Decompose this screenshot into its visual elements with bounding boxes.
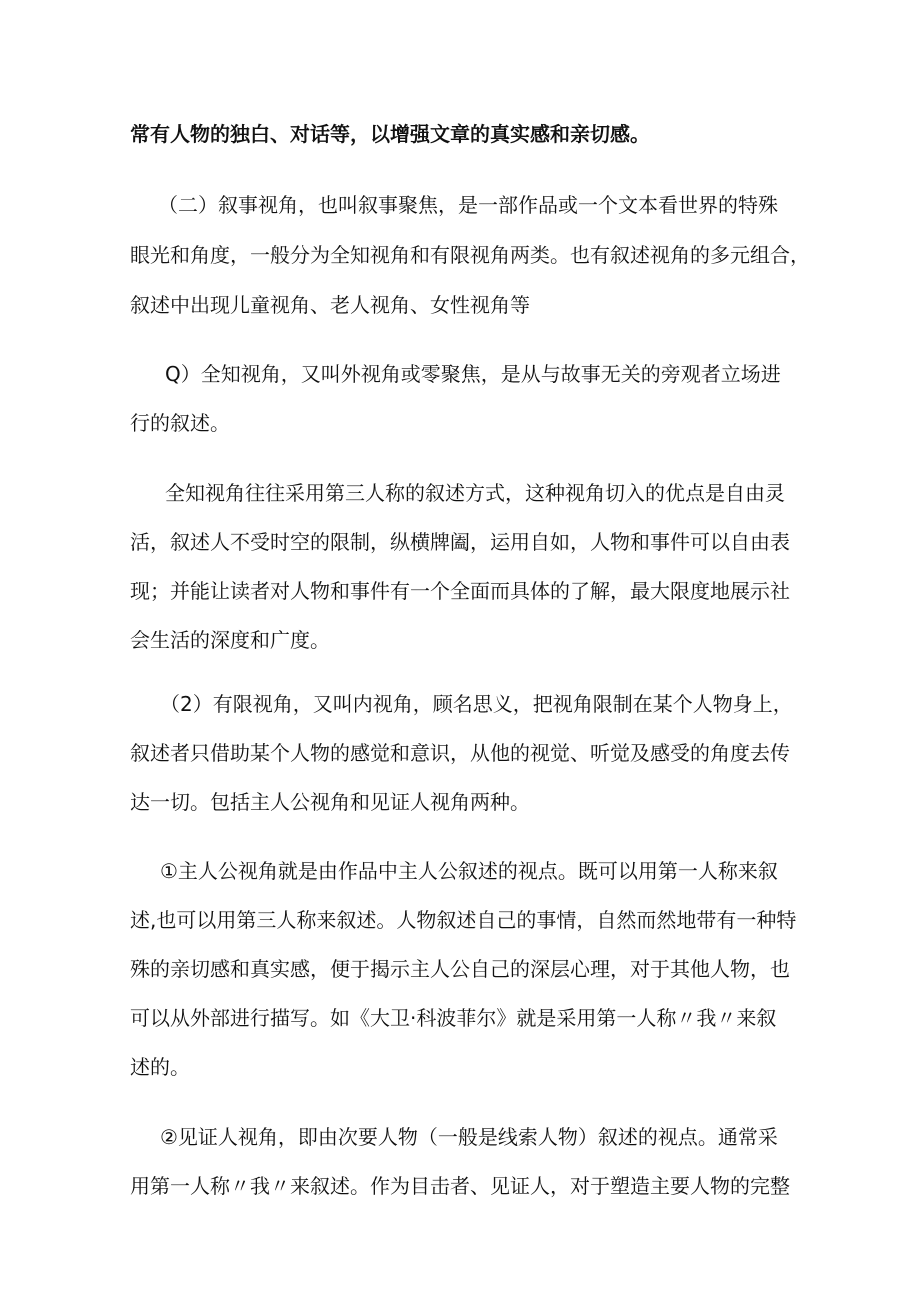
paragraph-line: 述,也可以用第三人称来叙述。人物叙述自己的事情，自然而然地带有一种特: [130, 908, 797, 932]
paragraph-line: 现；并能让读者对人物和事件有一个全面而具体的了解，最大限度地展示社: [130, 579, 790, 603]
paragraph-line: 会生活的深度和广度。: [130, 628, 330, 652]
paragraph-line: 殊的亲切感和真实感，便于揭示主人公自己的深层心理，对于其他人物，也: [130, 957, 790, 981]
paragraph-line: ②见证人视角，即由次要人物（一般是线索人物）叙述的视点。通常采: [160, 1125, 778, 1149]
paragraph-line: 用第一人称〃我〃来叙述。作为目击者、见证人，对于塑造主要人物的完整: [130, 1174, 790, 1198]
paragraph-line: 全知视角往往采用第三人称的叙述方式，这种视角切入的优点是自由灵: [165, 481, 785, 505]
paragraph-line: 叙述者只借助某个人物的感觉和意识，从他的视觉、听觉及感受的角度去传: [130, 741, 790, 765]
paragraph-line: 达一切。包括主人公视角和见证人视角两种。: [130, 790, 530, 814]
paragraph-line: 眼光和角度，一般分为全知视角和有限视角两类。也有叙述视角的多元组合，: [130, 243, 810, 267]
paragraph-line: ①主人公视角就是由作品中主人公叙述的视点。既可以用第一人称来叙: [160, 859, 778, 883]
paragraph-line: 叙述中出现儿童视角、老人视角、女性视角等: [130, 293, 530, 317]
paragraph-line: 述的。: [130, 1055, 190, 1079]
paragraph-line: Q）全知视角，又叫外视角或零聚焦，是从与故事无关的旁观者立场进: [165, 362, 781, 386]
paragraph-line: （二）叙事视角，也叫叙事聚焦，是一部作品或一个文本看世界的特殊: [158, 193, 778, 217]
paragraph-line: 可以从外部进行描写。如《大卫·科波菲尔》就是采用第一人称〃我〃来叙: [130, 1006, 777, 1030]
paragraph-line: 活，叙述人不受时空的限制，纵横牌阖，运用自如，人物和事件可以自由表: [130, 530, 790, 554]
paragraph-line: 常有人物的独白、对话等，以增强文章的真实感和亲切感。: [130, 122, 650, 146]
paragraph-line: （2）有限视角，又叫内视角，顾名思义，把视角限制在某个人物身上，: [160, 692, 793, 716]
paragraph-line: 行的叙述。: [130, 411, 230, 435]
